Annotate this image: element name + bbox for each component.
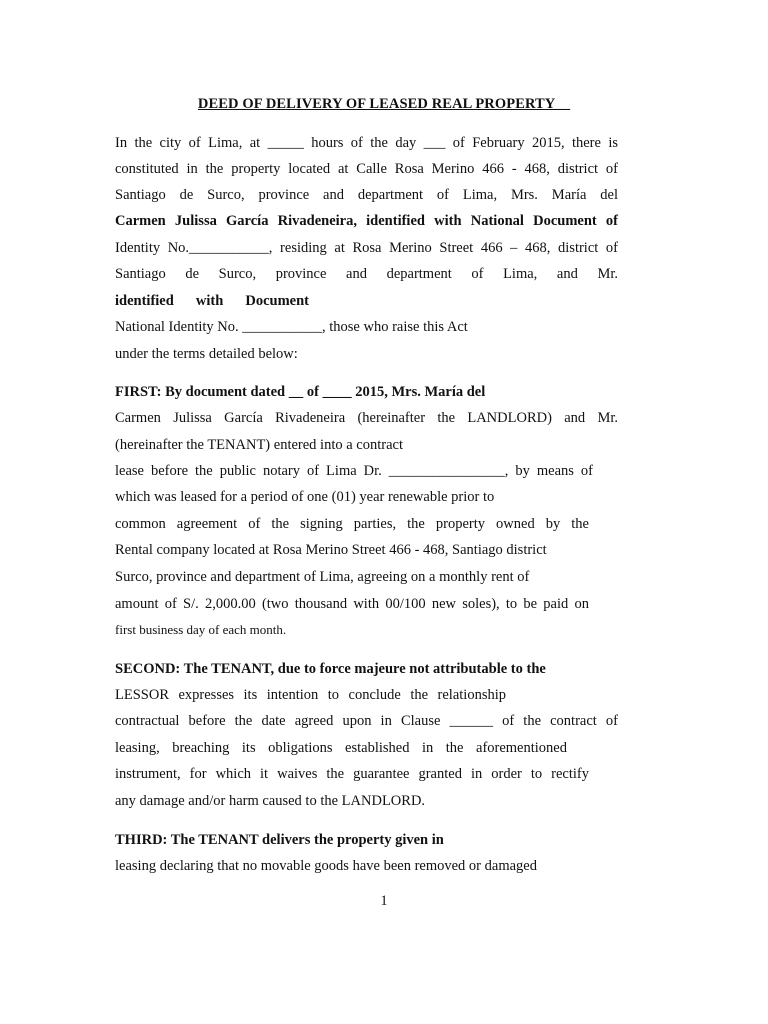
page-number: 1	[380, 893, 388, 909]
intro-line-5: Identity No.___________, residing at Rosa Merino Street 466 – 468, district of	[115, 240, 618, 256]
second-line-3: contractual before the date agreed upon in Clause ______ of the contract of	[115, 713, 618, 729]
first-line-9: amount of S/. 2,000.00 (two thousand with 00/100 new soles), to be paid on	[115, 596, 589, 612]
intro-line-4: Carmen Julissa García Rivadeneira, identified with National Document of	[115, 213, 618, 229]
second-line-5: instrument, for which it waives the guarantee granted in order to rectify	[115, 766, 589, 782]
first-clause-heading: FIRST: By document dated __ of ____ 2015, Mrs. María del	[115, 384, 486, 400]
first-line-3: (hereinafter the TENANT) entered into a contract	[115, 437, 403, 453]
intro-line-3: Santiago de Surco, province and department of Lima, Mrs. María del	[115, 187, 618, 203]
document-title: DEED OF DELIVERY OF LEASED REAL PROPERTY__	[197, 96, 571, 112]
intro-line-8: National Identity No. ___________, those who raise this Act	[115, 319, 468, 335]
intro-line-1: In the city of Lima, at _____ hours of the day ___ of February 2015, there is	[115, 135, 618, 151]
first-line-6: common agreement of the signing parties, the property owned by the	[115, 516, 589, 532]
second-clause-heading: SECOND: The TENANT, due to force majeure not attributable to the	[115, 661, 546, 677]
second-line-4: leasing, breaching its obligations established in the aforementioned	[115, 740, 567, 756]
second-line-2: LESSOR expresses its intention to conclude the relationship	[115, 687, 506, 703]
first-line-2: Carmen Julissa García Rivadeneira (hereinafter the LANDLORD) and Mr.	[115, 410, 618, 426]
intro-line-6: Santiago de Surco, province and department of Lima, and Mr.	[115, 266, 618, 282]
intro-line-2: constituted in the property located at Calle Rosa Merino 466 - 468, district of	[115, 161, 618, 177]
first-line-4: lease before the public notary of Lima Dr. ________________, by means of	[115, 463, 593, 479]
first-line-8: Surco, province and department of Lima, agreeing on a monthly rent of	[115, 569, 530, 585]
first-line-5: which was leased for a period of one (01) year renewable prior to	[115, 489, 495, 505]
first-line-7: Rental company located at Rosa Merino Street 466 - 468, Santiago district	[115, 542, 547, 558]
intro-line-7: identified with Document	[115, 293, 309, 309]
third-line-2: leasing declaring that no movable goods have been removed or damaged	[115, 858, 537, 874]
intro-line-9: under the terms detailed below:	[115, 346, 298, 362]
first-line-10: first business day of each month.	[115, 622, 287, 637]
second-line-6: any damage and/or harm caused to the LANDLORD.	[115, 793, 426, 809]
third-clause-heading: THIRD: The TENANT delivers the property given in	[115, 832, 444, 848]
